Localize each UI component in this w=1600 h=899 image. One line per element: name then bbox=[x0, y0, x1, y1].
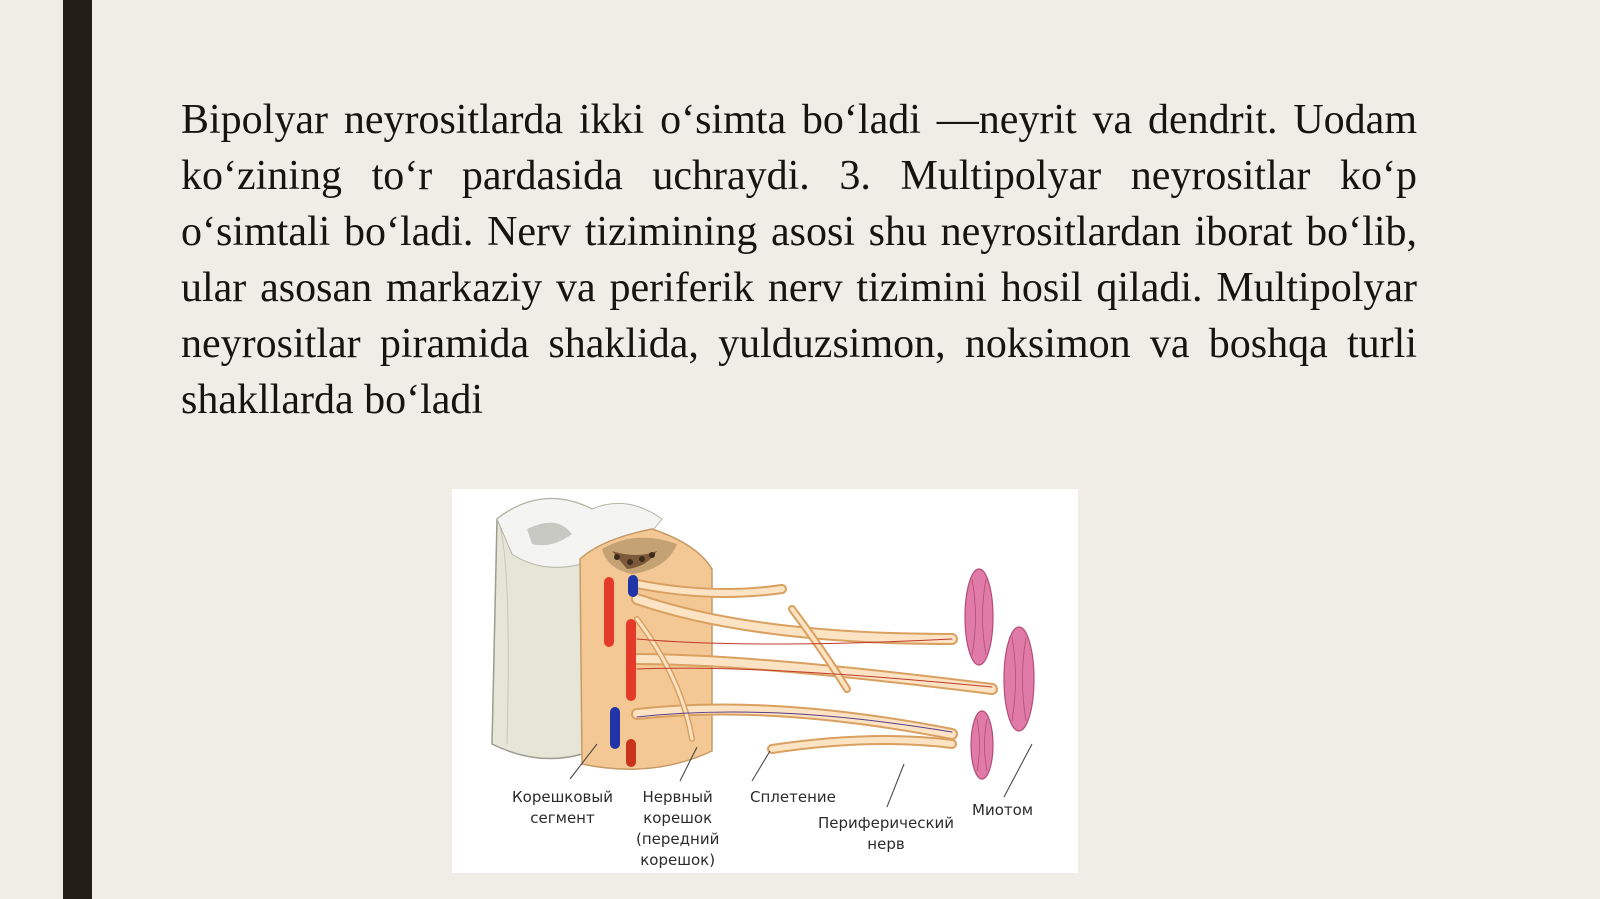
label-plexus-text: Сплетение bbox=[750, 788, 836, 806]
label-root-segment-line: Корешковый bbox=[512, 788, 613, 806]
label-root-segment bbox=[512, 787, 613, 829]
label-myotome bbox=[972, 800, 1033, 821]
label-peripheral-nerve bbox=[818, 813, 954, 855]
slide-body-text: Bipolyar neyrositlarda ikki oʻsimta boʻladi —neyrit va dendrit. Uodam koʻzining toʻr pardasida uchraydi. 3. Multipolyar neyrositlar koʻp oʻsimtali boʻladi. Nerv tizimining asosi shu neyrositlardan iborat boʻlib, ular asosan markaziy va periferik nerv tizimini hosil qiladi. Multipolyar neyrositlar piramida shaklida, yulduzsimon, noksimon va boshqa turli shakllarda boʻladi bbox=[181, 97, 1417, 423]
label-nerve-root-line: корешок) bbox=[640, 851, 716, 869]
label-root-segment-line: сегмент bbox=[530, 809, 595, 827]
label-nerve-root bbox=[636, 787, 719, 871]
label-nerve-root-line: корешок bbox=[643, 809, 713, 827]
label-nerve-root-line: Нервный bbox=[642, 788, 713, 806]
slide-accent-bar bbox=[63, 0, 92, 899]
label-plexus bbox=[750, 787, 836, 808]
label-peripheral-nerve-line: Периферический bbox=[818, 814, 954, 832]
label-myotome-text: Миотом bbox=[972, 801, 1034, 819]
label-peripheral-nerve-line: нерв bbox=[867, 835, 905, 853]
spinal-nerve-diagram bbox=[452, 489, 1078, 873]
label-nerve-root-line: (передний bbox=[636, 830, 720, 848]
